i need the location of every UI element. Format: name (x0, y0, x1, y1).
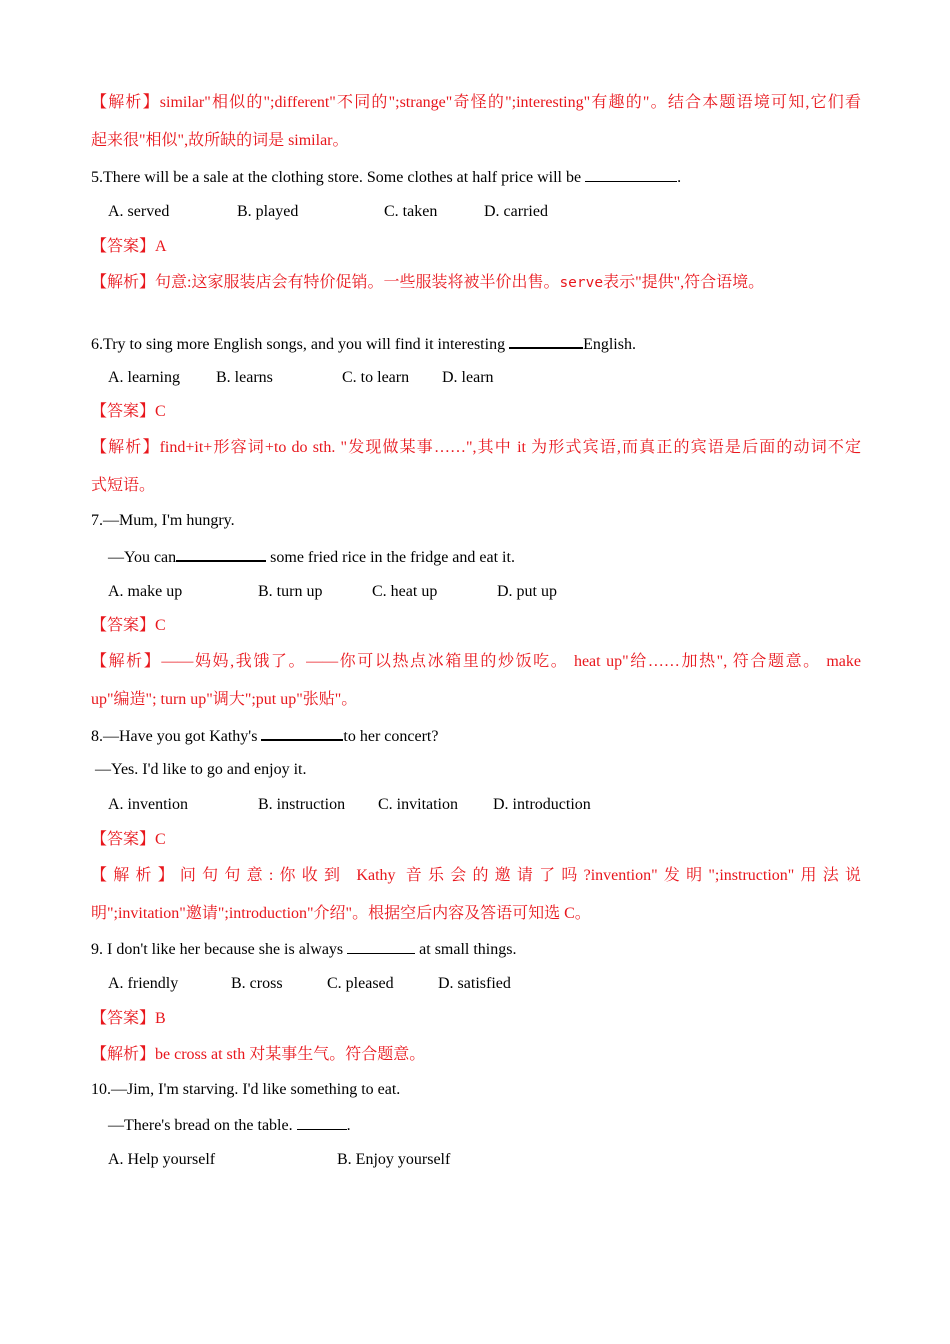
q9-option-a: A. friendly (108, 975, 179, 992)
q7-explanation-line2: up"编造"; turn up"调大";put up"张贴"。 (91, 691, 358, 708)
q7-blank (176, 546, 266, 562)
q10-blank (297, 1115, 347, 1130)
q7-option-a: A. make up (108, 583, 183, 600)
q5-explanation (91, 273, 861, 293)
q5-answer: 【答案】A (91, 238, 167, 255)
q9-answer: 【答案】B (91, 1010, 166, 1027)
q5-option-a: A. served (108, 203, 170, 220)
q8-reply: —Yes. I'd like to go and enjoy it. (95, 761, 307, 778)
q5-explanation-suffix: 表示"提供",符合语境。 (603, 274, 765, 291)
q9-explanation: 【解析】be cross at sth 对某事生气。符合题意。 (91, 1046, 426, 1063)
q8-stem-end: to her concert? (343, 728, 439, 745)
q6-stem (91, 333, 861, 355)
q6-answer: 【答案】C (91, 403, 166, 420)
q9-stem (91, 939, 861, 960)
q8-answer: 【答案】C (91, 831, 166, 848)
q4-explanation-line2: 起来很"相似",故所缺的词是 similar。 (91, 132, 349, 149)
q10-reply-start: —There's bread on the table. (108, 1117, 293, 1134)
q8-option-b: B. instruction (258, 796, 346, 813)
q10-reply (108, 1115, 878, 1136)
q9-option-c: C. pleased (327, 975, 394, 992)
q7-explanation-line1: 【解析】——妈妈,我饿了。——你可以热点冰箱里的炒饭吃。 heat up"给……加热", 符合题意。 make (91, 653, 861, 670)
q9-option-d: D. satisfied (438, 975, 511, 992)
q9-option-b: B. cross (231, 975, 283, 992)
q6-stem-start: 6.Try to sing more English songs, and you will find it interesting (91, 336, 506, 353)
q9-stem-end: at small things. (419, 941, 517, 958)
q7-reply-start: —You can (108, 549, 177, 566)
q5-stem (91, 167, 861, 188)
q8-explanation-line2: 明";invitation"邀请";introduction"介绍"。根据空后内容及答语可知选 C。 (91, 905, 591, 922)
q6-blank (509, 333, 583, 349)
q8-option-c: C. invitation (378, 796, 458, 813)
q7-answer: 【答案】C (91, 617, 166, 634)
q7-reply-end: some fried rice in the fridge and eat it. (270, 549, 515, 566)
q6-option-a: A. learning (108, 369, 180, 386)
q5-option-c: C. taken (384, 203, 438, 220)
q6-option-c: C. to learn (342, 369, 410, 386)
q10-reply-end: . (346, 1117, 351, 1134)
q7-option-c: C. heat up (372, 583, 438, 600)
q4-explanation-line1: 【解析】similar"相似的";different"不同的";strange"奇怪的";interesting"有趣的"。结合本题语境可知,它们看 (91, 94, 861, 111)
q6-explanation-line1: 【解析】find+it+形容词+to do sth. "发现做某事……",其中 it 为形式宾语,而真正的宾语是后面的动词不定 (91, 439, 861, 456)
q5-stem-text: 5.There will be a sale at the clothing store. Some clothes at half price will be (91, 169, 582, 186)
q8-stem-start: 8.—Have you got Kathy's (91, 728, 258, 745)
q8-blank (261, 725, 343, 741)
q5-option-b: B. played (237, 203, 299, 220)
q10-stem: 10.—Jim, I'm starving. I'd like something to eat. (91, 1081, 401, 1098)
q5-explanation-word: serve (559, 275, 604, 291)
q7-option-b: B. turn up (258, 583, 323, 600)
q7-reply (108, 546, 878, 568)
q10-option-a: A. Help yourself (108, 1151, 216, 1168)
q5-stem-end: . (677, 169, 682, 186)
q6-option-d: D. learn (442, 369, 494, 386)
q8-option-a: A. invention (108, 796, 188, 813)
q7-option-d: D. put up (497, 583, 557, 600)
q8-stem (91, 725, 861, 747)
q10-option-b: B. Enjoy yourself (337, 1151, 451, 1168)
q5-explanation-prefix: 【解析】句意:这家服装店会有特价促销。一些服装将被半价出售。 (91, 274, 560, 291)
q5-option-d: D. carried (484, 203, 548, 220)
q9-blank (347, 939, 415, 954)
q6-stem-end: English. (583, 336, 636, 353)
q8-explanation-line1: 【解析】问句句意:你收到 Kathy 音乐会的邀请了吗?invention"发明";instruction"用法说 (91, 867, 861, 884)
q6-explanation-line2: 式短语。 (91, 477, 156, 494)
q8-option-d: D. introduction (493, 796, 591, 813)
q6-option-b: B. learns (216, 369, 273, 386)
q9-stem-start: 9. I don't like her because she is always (91, 941, 344, 958)
q7-stem: 7.—Mum, I'm hungry. (91, 512, 235, 529)
q5-blank (585, 167, 677, 182)
